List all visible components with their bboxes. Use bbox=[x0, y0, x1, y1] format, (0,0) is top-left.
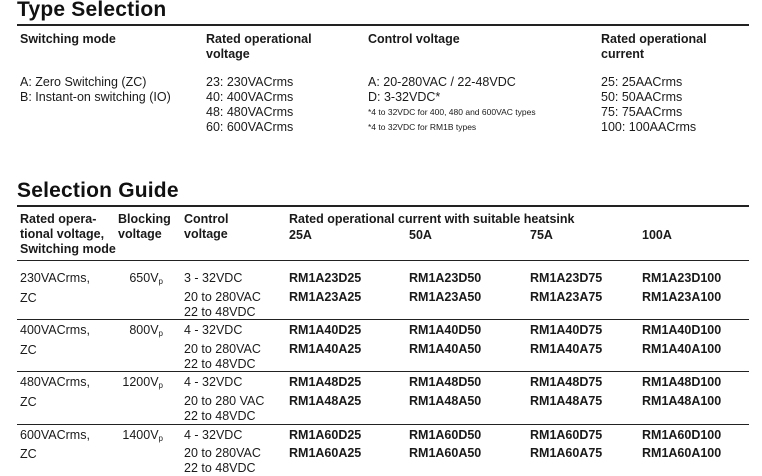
ac-control-line: 20 to 280VAC bbox=[184, 446, 261, 460]
part-number: RM1A40D25 bbox=[289, 323, 362, 337]
part-number: RM1A23D50 bbox=[409, 271, 482, 285]
row-divider bbox=[17, 424, 749, 425]
header-rule bbox=[17, 260, 749, 261]
part-number: RM1A48D50 bbox=[409, 375, 482, 389]
header-line: Switching mode bbox=[20, 242, 116, 256]
row-ac-control bbox=[184, 446, 261, 476]
part-number: RM1A60D100 bbox=[642, 428, 722, 442]
part-number: RM1A23D75 bbox=[530, 271, 603, 285]
row-divider bbox=[17, 319, 749, 320]
row-mode: ZC bbox=[20, 447, 37, 461]
row-mode: ZC bbox=[20, 291, 37, 305]
header-switching-mode: Switching mode bbox=[20, 32, 116, 46]
ac-control-line: 20 to 280 VAC bbox=[184, 394, 265, 408]
current-code-list bbox=[601, 75, 696, 135]
part-number: RM1A60A50 bbox=[409, 446, 482, 460]
header-rated-voltage bbox=[206, 32, 312, 62]
part-number: RM1A23D100 bbox=[642, 271, 722, 285]
part-number: RM1A23A100 bbox=[642, 290, 722, 304]
header-control-voltage: Control voltage bbox=[368, 32, 460, 46]
part-number: RM1A23A25 bbox=[289, 290, 362, 304]
header-rated-voltage-line2: voltage bbox=[206, 47, 250, 61]
selection-guide-title: Selection Guide bbox=[17, 179, 179, 202]
part-number: RM1A48D25 bbox=[289, 375, 362, 389]
part-number: RM1A60A100 bbox=[642, 446, 722, 460]
ac-control-line: 22 to 48VDC bbox=[184, 357, 256, 371]
list-item: 48: 480VACrms bbox=[206, 105, 294, 119]
part-number: RM1A40A100 bbox=[642, 342, 722, 356]
ac-control-line: 22 to 48VDC bbox=[184, 461, 256, 475]
header-rated-current-line2: current bbox=[601, 47, 645, 61]
part-number: RM1A40D50 bbox=[409, 323, 482, 337]
list-item: 100: 100AACrms bbox=[601, 120, 697, 134]
row-dc-control: 4 - 32VDC bbox=[184, 428, 243, 442]
header-rated-voltage-line1: Rated operational bbox=[206, 32, 312, 46]
row-dc-control: 3 - 32VDC bbox=[184, 271, 243, 285]
header-rated-current-line1: Rated operational bbox=[601, 32, 707, 46]
row-blocking-voltage: $1200V_p$ bbox=[122, 375, 163, 390]
ac-control-line: 22 to 48VDC bbox=[184, 409, 256, 423]
part-number: RM1A60D75 bbox=[530, 428, 603, 442]
part-number: RM1A23A50 bbox=[409, 290, 482, 304]
header-rated-voltage-mode bbox=[20, 212, 116, 257]
part-number: RM1A48A50 bbox=[409, 394, 482, 408]
title-rule bbox=[17, 24, 749, 26]
list-item: A: 20-280VAC / 22-48VDC bbox=[368, 75, 516, 89]
list-item: 50: 50AACrms bbox=[601, 90, 683, 104]
header-rated-current bbox=[601, 32, 707, 62]
header-line: tional voltage, bbox=[20, 227, 105, 241]
header-current-25a: 25A bbox=[289, 228, 312, 242]
list-item: 60: 600VACrms bbox=[206, 120, 294, 134]
row-blocking-voltage: $800V_p$ bbox=[129, 323, 163, 338]
switching-mode-list bbox=[20, 75, 171, 105]
ac-control-line: 20 to 280VAC bbox=[184, 342, 261, 356]
part-number: RM1A60D25 bbox=[289, 428, 362, 442]
part-number: RM1A48D75 bbox=[530, 375, 603, 389]
row-dc-control: 4 - 32VDC bbox=[184, 323, 243, 337]
part-number: RM1A40D100 bbox=[642, 323, 722, 337]
list-item: 40: 400VACrms bbox=[206, 90, 294, 104]
list-item: A: Zero Switching (ZC) bbox=[20, 75, 147, 89]
row-blocking-voltage: $650V_p$ bbox=[129, 271, 163, 286]
list-item: 25: 25AACrms bbox=[601, 75, 683, 89]
part-number: RM1A40A50 bbox=[409, 342, 482, 356]
row-mode: ZC bbox=[20, 395, 37, 409]
header-blocking-voltage bbox=[118, 212, 171, 242]
row-dc-control: 4 - 32VDC bbox=[184, 375, 243, 389]
part-number: RM1A60A25 bbox=[289, 446, 362, 460]
header-line: voltage bbox=[118, 227, 162, 241]
header-control-voltage bbox=[184, 212, 228, 242]
part-number: RM1A40A25 bbox=[289, 342, 362, 356]
row-blocking-voltage: $1400V_p$ bbox=[122, 428, 163, 443]
part-number: RM1A60A75 bbox=[530, 446, 603, 460]
row-ac-control bbox=[184, 342, 261, 372]
header-current-group: Rated operational current with suitable heatsink bbox=[289, 212, 575, 226]
header-line: Blocking bbox=[118, 212, 171, 226]
list-item: B: Instant-on switching (IO) bbox=[20, 90, 171, 104]
ac-control-line: 20 to 280VAC bbox=[184, 290, 261, 304]
row-voltage: 400VACrms, bbox=[20, 323, 90, 337]
row-mode: ZC bbox=[20, 343, 37, 357]
row-ac-control bbox=[184, 290, 261, 320]
header-line: voltage bbox=[184, 227, 228, 241]
header-line: Control bbox=[184, 212, 229, 226]
part-number: RM1A60D50 bbox=[409, 428, 482, 442]
part-number: RM1A48A100 bbox=[642, 394, 722, 408]
row-ac-control bbox=[184, 394, 264, 424]
part-number: RM1A48A25 bbox=[289, 394, 362, 408]
type-selection-title: Type Selection bbox=[17, 0, 167, 21]
header-current-75a: 75A bbox=[530, 228, 553, 242]
list-item: 75: 75AACrms bbox=[601, 105, 683, 119]
part-number: RM1A40A75 bbox=[530, 342, 603, 356]
part-number: RM1A40D75 bbox=[530, 323, 603, 337]
row-voltage: 600VACrms, bbox=[20, 428, 90, 442]
part-number: RM1A23D25 bbox=[289, 271, 362, 285]
row-divider bbox=[17, 371, 749, 372]
header-line: Rated opera- bbox=[20, 212, 97, 226]
footnote: *4 to 32VDC for 400, 480 and 600VAC types bbox=[368, 107, 536, 117]
part-number: RM1A48A75 bbox=[530, 394, 603, 408]
list-item: D: 3-32VDC* bbox=[368, 90, 441, 104]
control-code-list bbox=[368, 75, 536, 135]
title-rule bbox=[17, 205, 749, 207]
part-number: RM1A23A75 bbox=[530, 290, 603, 304]
header-current-50a: 50A bbox=[409, 228, 432, 242]
part-number: RM1A48D100 bbox=[642, 375, 722, 389]
footnote: *4 to 32VDC for RM1B types bbox=[368, 122, 477, 132]
row-voltage: 480VACrms, bbox=[20, 375, 90, 389]
row-voltage: 230VACrms, bbox=[20, 271, 90, 285]
ac-control-line: 22 to 48VDC bbox=[184, 305, 256, 319]
list-item: 23: 230VACrms bbox=[206, 75, 294, 89]
header-current-100a: 100A bbox=[642, 228, 672, 242]
voltage-code-list bbox=[206, 75, 293, 135]
